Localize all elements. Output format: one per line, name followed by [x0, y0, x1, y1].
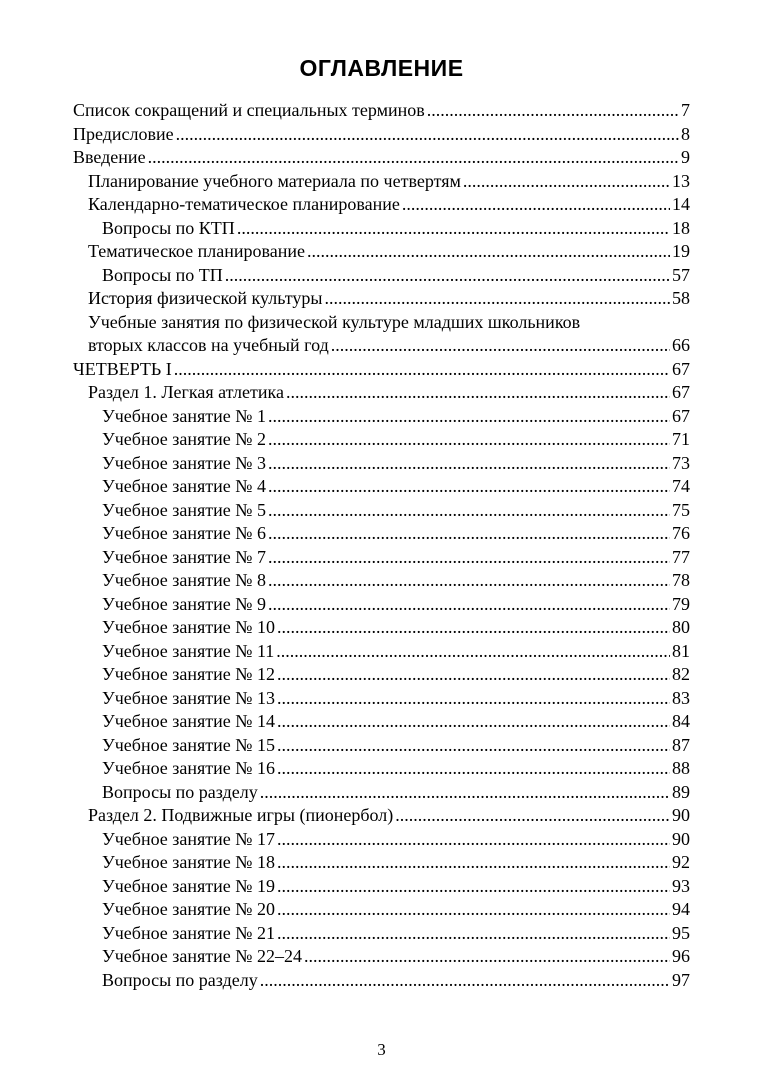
- toc-entry-page: 79: [672, 593, 690, 614]
- leader-dots: [268, 452, 670, 476]
- toc-entry[interactable]: [73, 828, 690, 852]
- toc-entry[interactable]: [73, 804, 690, 828]
- toc-entry[interactable]: [73, 875, 690, 899]
- toc-entry-label: Список сокращений и специальных терминов: [73, 100, 425, 120]
- toc-entry-page: 57: [672, 264, 690, 285]
- leader-dots: [395, 804, 670, 828]
- toc-entry[interactable]: [73, 499, 690, 523]
- toc-entry-label: Вопросы по ТП: [102, 264, 223, 285]
- toc-entry-label: Учебное занятие № 7: [102, 546, 266, 567]
- toc-entry[interactable]: [73, 640, 690, 664]
- toc-entry-page: 93: [672, 875, 690, 896]
- toc-entry-label: Учебное занятие № 21: [102, 922, 275, 943]
- leader-dots: [304, 945, 670, 969]
- toc-entry-page: 77: [672, 546, 690, 567]
- toc-entry-label: Предисловие: [73, 123, 174, 144]
- toc-entry[interactable]: [73, 287, 690, 311]
- page-title: ОГЛАВЛЕНИЕ: [299, 55, 464, 81]
- toc-entry-page: 19: [672, 241, 690, 261]
- toc-entry[interactable]: [73, 851, 690, 875]
- table-of-contents: [73, 99, 690, 992]
- toc-entry-label: Учебное занятие № 17: [102, 828, 275, 849]
- toc-entry[interactable]: [73, 123, 690, 147]
- leader-dots: [402, 193, 670, 217]
- toc-entry-page: 90: [672, 805, 690, 825]
- leader-dots: [307, 240, 670, 264]
- toc-entry-label: вторых классов на учебный год: [88, 335, 329, 355]
- leader-dots: [176, 123, 679, 147]
- leader-dots: [277, 828, 670, 852]
- toc-entry[interactable]: [73, 193, 690, 217]
- toc-entry[interactable]: [73, 546, 690, 570]
- toc-entry-page: 58: [672, 288, 690, 308]
- toc-entry-page: 94: [672, 899, 690, 919]
- toc-entry-page: 96: [672, 946, 690, 966]
- toc-entry[interactable]: [73, 240, 690, 264]
- toc-entry-page: 18: [672, 217, 690, 238]
- leader-dots: [277, 898, 670, 922]
- toc-entry[interactable]: [73, 969, 690, 993]
- toc-entry-label: Учебное занятие № 6: [102, 523, 266, 543]
- leader-dots: [260, 969, 670, 993]
- leader-dots: [277, 875, 670, 899]
- leader-dots: [427, 99, 679, 123]
- toc-entry-page: 67: [672, 358, 690, 379]
- leader-dots: [277, 616, 670, 640]
- leader-dots: [277, 687, 670, 711]
- toc-entry-label: Учебное занятие № 3: [102, 452, 266, 473]
- leader-dots: [237, 217, 670, 241]
- page-number: 3: [377, 1040, 386, 1059]
- toc-entry[interactable]: [73, 922, 690, 946]
- toc-entry[interactable]: [73, 99, 690, 123]
- toc-entry[interactable]: [73, 381, 690, 405]
- toc-entry-label: Раздел 2. Подвижные игры (пионербол): [88, 805, 394, 825]
- toc-entry-label: Календарно-тематическое планирование: [88, 194, 400, 214]
- leader-dots: [268, 475, 670, 499]
- toc-entry-page: 67: [672, 382, 690, 402]
- toc-entry-first-line[interactable]: Учебные занятия по физической культуре младших школьников: [88, 311, 581, 332]
- toc-entry-label: Учебное занятие № 1: [102, 405, 266, 426]
- toc-entry[interactable]: [73, 616, 690, 640]
- toc-entry[interactable]: [73, 593, 690, 617]
- toc-entry[interactable]: [73, 687, 690, 711]
- toc-entry-label: Учебное занятие № 12: [102, 664, 275, 684]
- toc-entry-label: Учебное занятие № 11: [102, 640, 275, 661]
- toc-entry-page: 78: [672, 570, 690, 590]
- toc-entry-label: Учебное занятие № 22–24: [102, 946, 302, 966]
- toc-entry-page: 14: [672, 194, 690, 214]
- leader-dots: [268, 569, 670, 593]
- toc-entry-page: 81: [672, 640, 690, 661]
- toc-entry-label: Учебное занятие № 5: [102, 499, 266, 520]
- toc-entry[interactable]: [73, 146, 690, 170]
- toc-entry-page: 87: [672, 734, 690, 755]
- toc-entry-label: История физической культуры: [88, 288, 323, 308]
- toc-entry-label: Тематическое планирование: [88, 241, 305, 261]
- toc-entry-label: Учебное занятие № 2: [102, 429, 266, 449]
- toc-entry[interactable]: [73, 663, 690, 687]
- leader-dots: [286, 381, 670, 405]
- toc-entry-label: Учебное занятие № 18: [102, 852, 275, 872]
- toc-entry-page: 67: [672, 405, 690, 426]
- leader-dots: [148, 146, 679, 170]
- toc-entry[interactable]: [73, 452, 690, 476]
- toc-entry-label: Учебное занятие № 9: [102, 593, 266, 614]
- toc-entry-page: 83: [672, 687, 690, 708]
- toc-entry[interactable]: [73, 428, 690, 452]
- toc-entry-label: Учебное занятие № 8: [102, 570, 266, 590]
- toc-entry[interactable]: [73, 475, 690, 499]
- leader-dots: [463, 170, 670, 194]
- toc-entry-label: Учебное занятие № 16: [102, 758, 275, 778]
- leader-dots: [277, 922, 670, 946]
- leader-dots: [225, 264, 670, 288]
- leader-dots: [268, 546, 670, 570]
- toc-entry[interactable]: [73, 898, 690, 922]
- toc-entry-page: 92: [672, 852, 690, 872]
- toc-entry-label: Вопросы по разделу: [102, 969, 258, 990]
- toc-entry-label: Вопросы по КТП: [102, 217, 235, 238]
- leader-dots: [268, 499, 670, 523]
- toc-entry-page: 9: [681, 147, 690, 167]
- leader-dots: [260, 781, 670, 805]
- leader-dots: [268, 428, 670, 452]
- toc-entry-label: Учебное занятие № 4: [102, 476, 266, 496]
- leader-dots: [277, 734, 670, 758]
- toc-entry-label: Учебное занятие № 13: [102, 687, 275, 708]
- toc-entry-label: Учебное занятие № 20: [102, 899, 275, 919]
- leader-dots: [324, 287, 670, 311]
- toc-entry-page: 89: [672, 781, 690, 802]
- toc-entry-label: Учебное занятие № 14: [102, 711, 275, 731]
- leader-dots: [277, 710, 670, 734]
- toc-entry[interactable]: [73, 710, 690, 734]
- leader-dots: [174, 358, 670, 382]
- toc-entry-page: 73: [672, 452, 690, 473]
- toc-entry-page: 88: [672, 758, 690, 778]
- toc-entry[interactable]: [73, 358, 690, 382]
- toc-entry-page: 7: [681, 100, 690, 120]
- leader-dots: [268, 405, 670, 429]
- toc-entry-page: 90: [672, 828, 690, 849]
- leader-dots: [277, 757, 670, 781]
- toc-entry-page: 82: [672, 664, 690, 684]
- toc-entry[interactable]: [73, 781, 690, 805]
- toc-entry-label: ЧЕТВЕРТЬ I: [73, 358, 172, 379]
- toc-entry-label: Учебное занятие № 19: [102, 875, 275, 896]
- leader-dots: [277, 663, 670, 687]
- toc-entry-page: 80: [672, 617, 690, 637]
- toc-entry-label: Раздел 1. Легкая атлетика: [88, 382, 284, 402]
- leader-dots: [268, 593, 670, 617]
- toc-entry-page: 74: [672, 476, 690, 496]
- toc-entry[interactable]: [73, 217, 690, 241]
- toc-entry-page: 66: [672, 335, 690, 355]
- toc-entry-page: 71: [672, 429, 690, 449]
- toc-entry[interactable]: [73, 264, 690, 288]
- toc-entry[interactable]: [73, 569, 690, 593]
- leader-dots: [331, 334, 670, 358]
- leader-dots: [276, 640, 670, 664]
- toc-entry[interactable]: [73, 522, 690, 546]
- leader-dots: [268, 522, 670, 546]
- leader-dots: [277, 851, 670, 875]
- toc-entry-page: 84: [672, 711, 690, 731]
- toc-entry[interactable]: [73, 757, 690, 781]
- toc-entry-page: 13: [672, 170, 690, 191]
- toc-entry-page: 8: [681, 123, 690, 144]
- toc-entry[interactable]: [73, 170, 690, 194]
- toc-entry[interactable]: [73, 945, 690, 969]
- toc-entry-label: Введение: [73, 147, 146, 167]
- toc-entry-page: 95: [672, 922, 690, 943]
- toc-entry-label: Учебное занятие № 15: [102, 734, 275, 755]
- toc-entry-label: Учебное занятие № 10: [102, 617, 275, 637]
- toc-entry[interactable]: [73, 405, 690, 429]
- toc-entry-page: 76: [672, 523, 690, 543]
- toc-entry[interactable]: [73, 334, 690, 358]
- toc-entry-label: Вопросы по разделу: [102, 781, 258, 802]
- toc-entry-label: Планирование учебного материала по четвертям: [88, 170, 461, 191]
- toc-entry-page: 97: [672, 969, 690, 990]
- toc-entry-page: 75: [672, 499, 690, 520]
- toc-entry[interactable]: [73, 734, 690, 758]
